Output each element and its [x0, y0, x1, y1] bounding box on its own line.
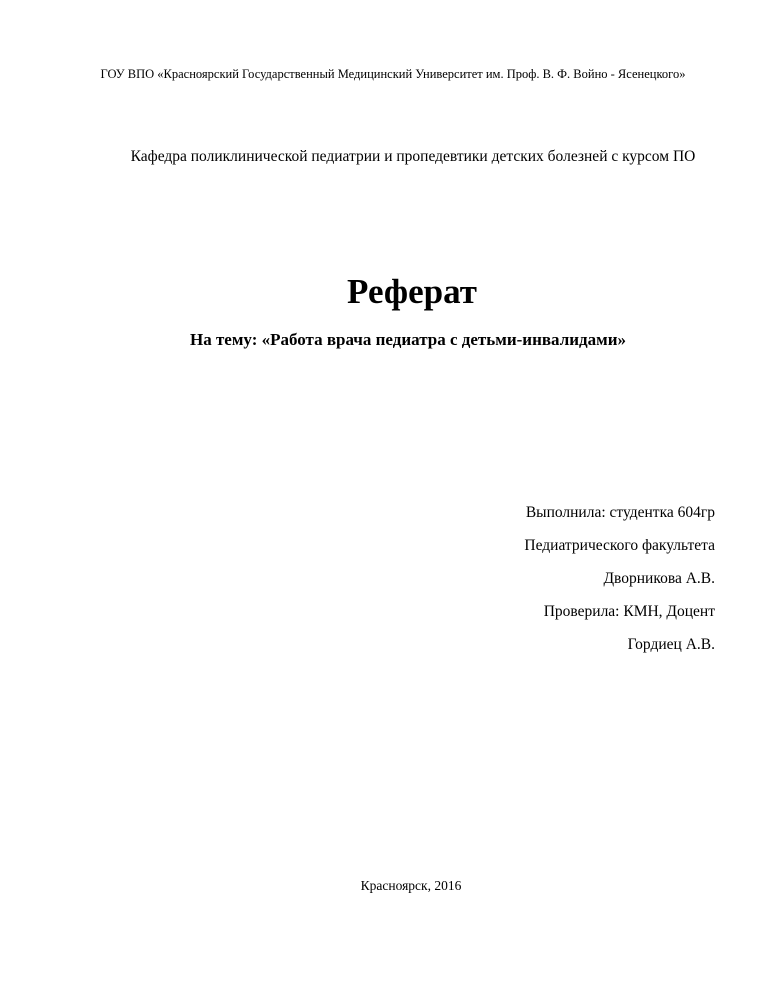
- faculty-line: Педиатрического факультета: [524, 537, 715, 554]
- department-name: Кафедра поликлинической педиатрии и пропедевтики детских болезней с курсом ПО: [130, 148, 696, 165]
- topic-line: На тему: «Работа врача педиатра с детьми-инвалидами»: [189, 330, 627, 349]
- document-type-title: Реферат: [347, 272, 477, 311]
- checked-by-line: Проверила: КМН, Доцент: [543, 603, 715, 620]
- city-year: Красноярск, 2016: [360, 878, 462, 893]
- university-name: ГОУ ВПО «Красноярский Государственный Медицинский Университет им. Проф. В. Ф. Войно - Ясенецкого»: [100, 67, 686, 81]
- supervisor-name-line: Гордиец А.В.: [627, 636, 715, 653]
- author-block: [524, 496, 715, 661]
- performed-by-line: Выполнила: студентка 604гр: [525, 504, 715, 521]
- student-name-line: Дворникова А.В.: [603, 570, 715, 587]
